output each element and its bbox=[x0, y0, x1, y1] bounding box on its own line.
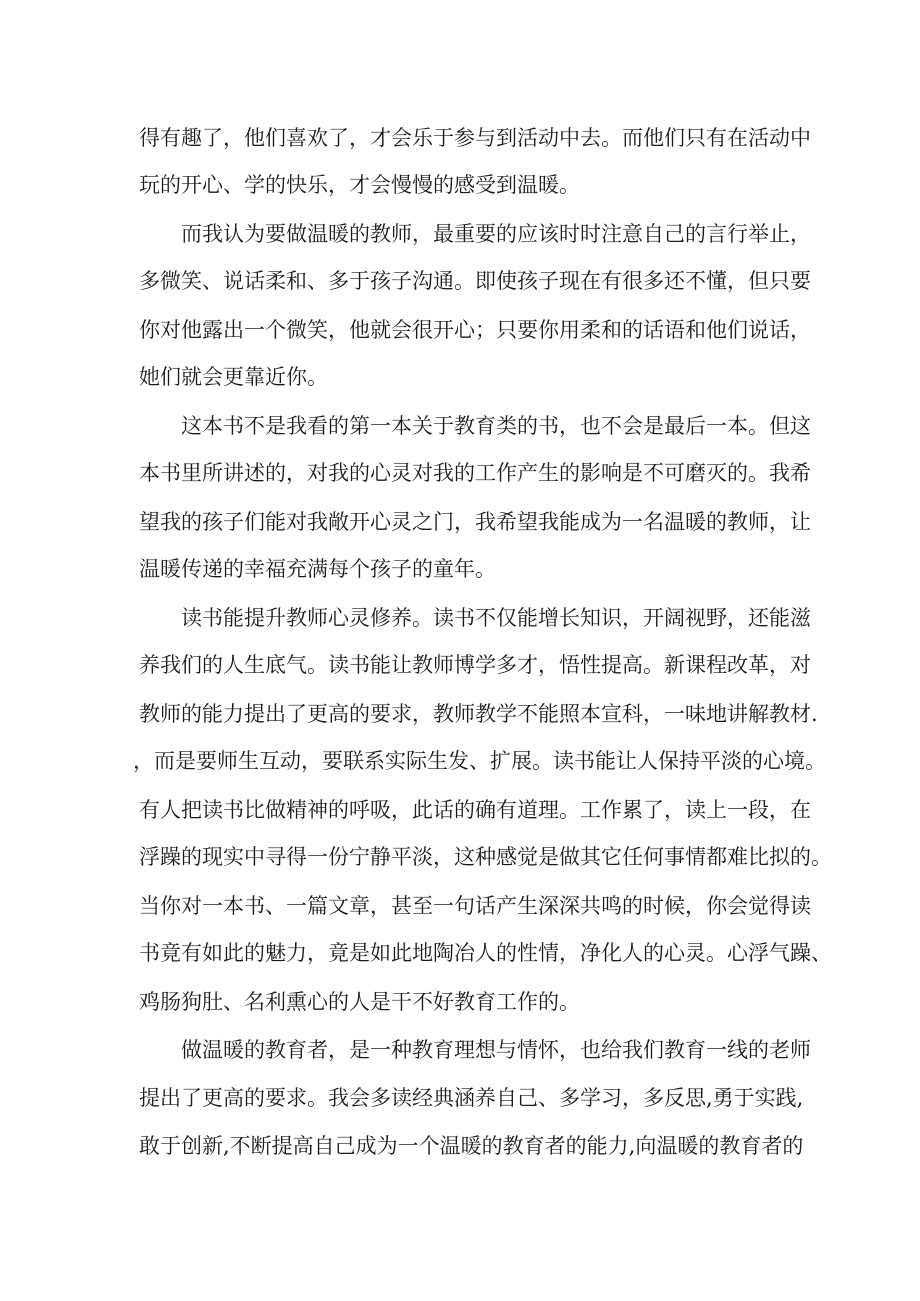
text-line: 养我们的人生底气。读书能让教师博学多才，悟性提高。新课程改革，对 bbox=[139, 653, 811, 677]
text-line: 鸡肠狗肚、名利熏心的人是干不好教育工作的。 bbox=[139, 990, 580, 1014]
text-line: 玩的开心、学的快乐，才会慢慢的感受到温暖。 bbox=[139, 173, 580, 197]
text-line: 而我认为要做温暖的教师，最重要的应该时时注意自己的言行举止， bbox=[181, 222, 811, 246]
text-line: 敢于创新,不断提高自己成为一个温暖的教育者的能力,向温暖的教育者的 bbox=[139, 1134, 804, 1158]
text-line: ，而是要师生互动，要联系实际生发、扩展。读书能让人保持平淡的心境。 bbox=[133, 749, 826, 773]
text-line: 做温暖的教育者，是一种教育理想与情怀，也给我们教育一线的老师 bbox=[181, 1038, 811, 1062]
text-line: 书竟有如此的魅力，竟是如此地陶冶人的性情，净化人的心灵。心浮气躁、 bbox=[139, 941, 832, 965]
text-line: 多微笑、说话柔和、多于孩子沟通。即使孩子现在有很多还不懂，但只要 bbox=[139, 269, 811, 293]
text-line: 温暖传递的幸福充满每个孩子的童年。 bbox=[139, 557, 496, 581]
text-line: 提出了更高的要求。我会多读经典涵养自己、多学习，多反思,勇于实践, bbox=[139, 1086, 804, 1110]
text-line: 当你对一本书、一篇文章，甚至一句话产生深深共鸣的时候，你会觉得读 bbox=[139, 894, 811, 918]
text-line: 得有趣了，他们喜欢了，才会乐于参与到活动中去。而他们只有在活动中 bbox=[139, 126, 811, 150]
text-line: 本书里所讲述的，对我的心灵对我的工作产生的影响是不可磨灭的。我希 bbox=[139, 461, 811, 485]
text-line: 她们就会更靠近你。 bbox=[139, 365, 328, 389]
text-line: 读书能提升教师心灵修养。读书不仅能增长知识，开阔视野，还能滋 bbox=[181, 606, 811, 630]
text-line: 浮躁的现实中寻得一份宁静平淡，这种感觉是做其它任何事情都难比拟的。 bbox=[139, 845, 832, 869]
text-line: 教师的能力提出了更高的要求，教师教学不能照本宣科，一味地讲解教材. bbox=[139, 702, 818, 726]
text-line: 有人把读书比做精神的呼吸，此话的确有道理。工作累了，读上一段，在 bbox=[139, 798, 811, 822]
text-line: 你对他露出一个微笑，他就会很开心；只要你用柔和的话语和他们说话， bbox=[139, 318, 811, 342]
text-line: 这本书不是我看的第一本关于教育类的书，也不会是最后一本。但这 bbox=[181, 414, 811, 438]
text-line: 望我的孩子们能对我敞开心灵之门，我希望我能成为一名温暖的教师，让 bbox=[139, 510, 811, 534]
